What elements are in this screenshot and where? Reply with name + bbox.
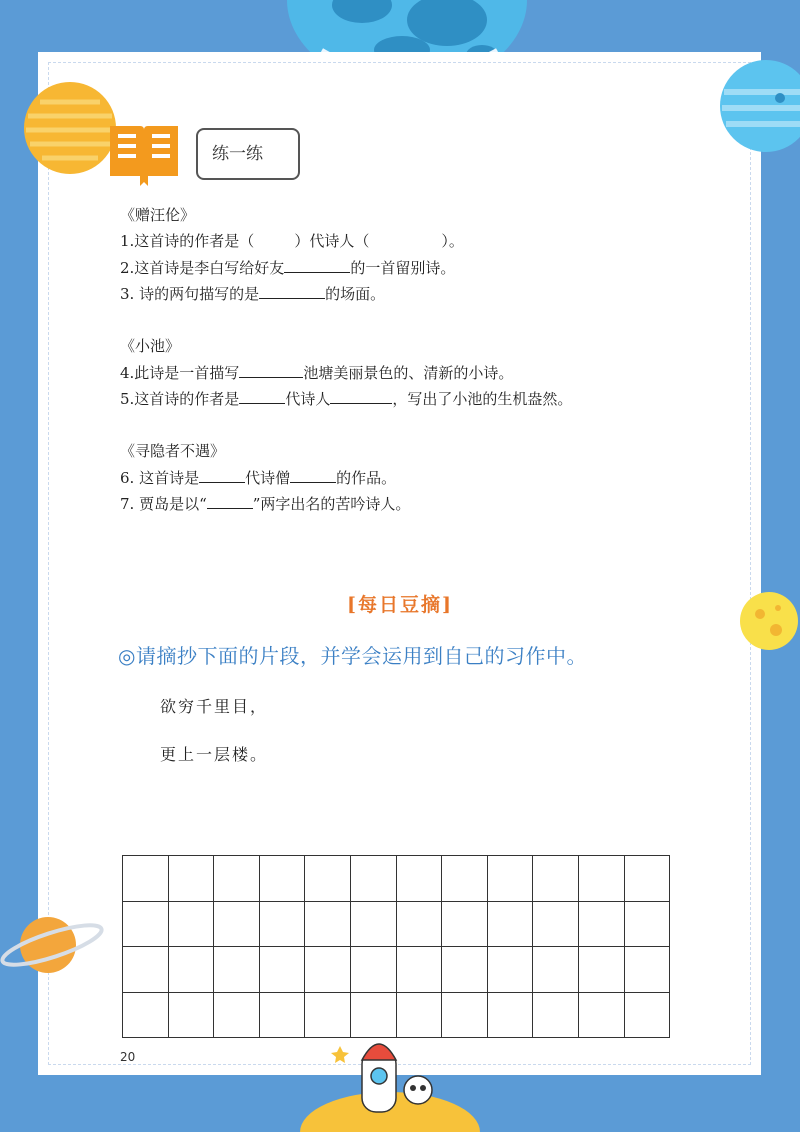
grid-cell[interactable] <box>624 901 670 947</box>
grid-row <box>123 856 670 902</box>
grid-cell[interactable] <box>533 992 579 1038</box>
question-4: 4.此诗是一首描写 池塘美丽景色的、清新的小诗。 <box>120 359 720 385</box>
grid-cell[interactable] <box>578 947 624 993</box>
grid-cell[interactable] <box>305 901 351 947</box>
grid-cell[interactable] <box>214 947 260 993</box>
question-5: 5.这首诗的作者是 代诗人 ，写出了小池的生机盎然。 <box>120 385 720 411</box>
grid-cell[interactable] <box>442 992 488 1038</box>
grid-cell[interactable] <box>214 856 260 902</box>
grid-cell[interactable] <box>168 947 214 993</box>
exercise-content <box>120 202 720 516</box>
grid-cell[interactable] <box>396 901 442 947</box>
answer-blank[interactable] <box>290 464 336 483</box>
grid-cell[interactable] <box>487 901 533 947</box>
grid-cell[interactable] <box>487 856 533 902</box>
excerpt-line-1: 欲穷千里目， <box>160 697 269 716</box>
answer-blank[interactable] <box>239 359 303 378</box>
grid-cell[interactable] <box>259 992 305 1038</box>
daily-excerpt-title: [每日豆摘] <box>347 594 453 616</box>
answer-blank[interactable] <box>284 254 350 273</box>
grid-cell[interactable] <box>168 901 214 947</box>
grid-cell[interactable] <box>214 992 260 1038</box>
writing-grid <box>122 855 670 1038</box>
answer-blank[interactable] <box>239 385 285 404</box>
answer-blank[interactable] <box>207 490 253 509</box>
page-number: 20 <box>120 1050 136 1064</box>
poem-title: 《赠汪伦》 <box>120 206 196 224</box>
grid-cell[interactable] <box>123 901 169 947</box>
grid-cell[interactable] <box>624 992 670 1038</box>
answer-blank[interactable] <box>259 280 325 299</box>
grid-cell[interactable] <box>578 856 624 902</box>
grid-cell[interactable] <box>305 856 351 902</box>
orange-planet-icon <box>22 80 118 176</box>
grid-cell[interactable] <box>259 947 305 993</box>
grid-cell[interactable] <box>442 901 488 947</box>
grid-cell[interactable] <box>396 856 442 902</box>
grid-cell[interactable] <box>305 947 351 993</box>
grid-cell[interactable] <box>123 856 169 902</box>
saturn-planet-icon <box>0 905 110 985</box>
grid-row <box>123 947 670 993</box>
grid-cell[interactable] <box>578 992 624 1038</box>
grid-cell[interactable] <box>624 856 670 902</box>
grid-cell[interactable] <box>259 901 305 947</box>
grid-cell[interactable] <box>533 901 579 947</box>
poem-title: 《小池》 <box>120 337 181 355</box>
grid-row <box>123 992 670 1038</box>
grid-cell[interactable] <box>533 856 579 902</box>
grid-cell[interactable] <box>259 856 305 902</box>
grid-cell[interactable] <box>350 901 396 947</box>
daily-instruction: ◎请摘抄下面的片段，并学会运用到自己的习作中。 <box>118 644 587 668</box>
grid-cell[interactable] <box>396 992 442 1038</box>
answer-blank[interactable] <box>330 385 392 404</box>
excerpt-line-2: 更上一层楼。 <box>160 745 269 764</box>
question-1: 1.这首诗的作者是（ ）代诗人（ ）。 <box>120 232 464 250</box>
question-7: 7. 贾岛是以“ ”两字出名的苦吟诗人。 <box>120 490 720 516</box>
grid-cell[interactable] <box>168 856 214 902</box>
answer-blank[interactable] <box>199 464 245 483</box>
grid-cell[interactable] <box>123 992 169 1038</box>
grid-cell[interactable] <box>214 901 260 947</box>
book-icon <box>106 118 182 186</box>
poem-title: 《寻隐者不遇》 <box>120 442 226 460</box>
grid-cell[interactable] <box>350 856 396 902</box>
grid-cell[interactable] <box>168 992 214 1038</box>
grid-cell[interactable] <box>123 947 169 993</box>
grid-cell[interactable] <box>624 947 670 993</box>
grid-cell[interactable] <box>350 947 396 993</box>
grid-cell[interactable] <box>578 901 624 947</box>
grid-cell[interactable] <box>442 856 488 902</box>
grid-cell[interactable] <box>442 947 488 993</box>
grid-cell[interactable] <box>305 992 351 1038</box>
grid-cell[interactable] <box>487 947 533 993</box>
grid-cell[interactable] <box>487 992 533 1038</box>
striped-blue-planet-icon <box>718 58 800 154</box>
question-6: 6. 这首诗是 代诗僧 的作品。 <box>120 464 720 490</box>
grid-row <box>123 901 670 947</box>
question-2: 2.这首诗是李白写给好友 的一首留别诗。 <box>120 254 720 280</box>
question-3: 3. 诗的两句描写的是 的场面。 <box>120 280 720 306</box>
section-title: 练一练 <box>196 128 300 180</box>
grid-cell[interactable] <box>350 992 396 1038</box>
grid-cell[interactable] <box>396 947 442 993</box>
grid-cell[interactable] <box>533 947 579 993</box>
